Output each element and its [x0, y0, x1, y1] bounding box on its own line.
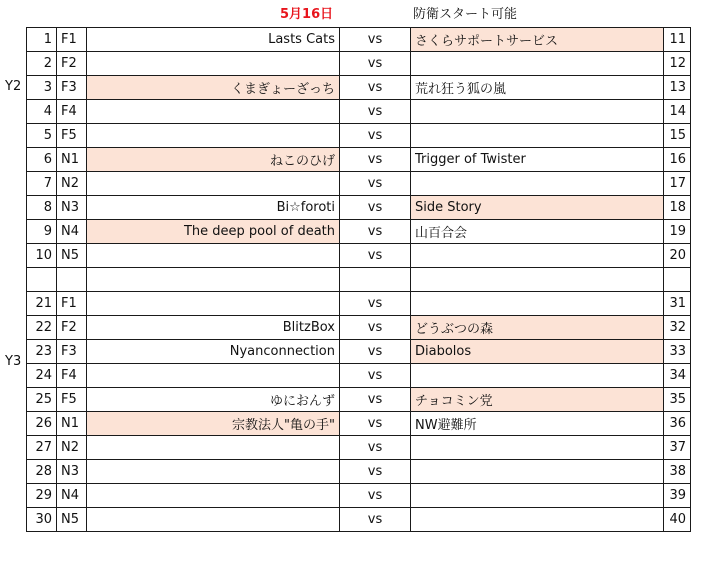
table-row [27, 484, 691, 508]
slot-code[interactable]: N1 [57, 148, 87, 172]
home-team-cell[interactable]: ねこのひげ [87, 148, 340, 172]
match-number[interactable]: 21 [27, 292, 57, 316]
right-number[interactable]: 39 [664, 484, 691, 508]
home-team-cell[interactable]: Nyanconnection [87, 340, 340, 364]
empty-cell[interactable] [87, 268, 340, 292]
match-number[interactable]: 6 [27, 148, 57, 172]
date-heading: 5月16日 [280, 7, 334, 22]
match-schedule-table [26, 27, 691, 532]
match-number[interactable]: 27 [27, 436, 57, 460]
home-team-cell[interactable] [87, 100, 340, 124]
slot-code[interactable]: N5 [57, 244, 87, 268]
vs-label[interactable]: vs [340, 124, 411, 148]
table-row [27, 148, 691, 172]
away-team-cell[interactable]: 荒れ狂う狐の嵐 [411, 76, 664, 100]
home-team-cell[interactable] [87, 436, 340, 460]
defense-start-note: 防衛スタート可能 [413, 7, 518, 22]
away-team-cell[interactable] [411, 460, 664, 484]
table-row [27, 172, 691, 196]
table-row [27, 196, 691, 220]
right-number[interactable]: 31 [664, 292, 691, 316]
vs-label[interactable]: vs [340, 508, 411, 532]
away-team-cell[interactable]: チョコミン党 [411, 388, 664, 412]
slot-code[interactable]: N1 [57, 412, 87, 436]
empty-cell[interactable] [340, 268, 411, 292]
away-team-cell[interactable] [411, 100, 664, 124]
empty-cell[interactable] [27, 268, 57, 292]
home-team-cell[interactable] [87, 364, 340, 388]
home-team-cell[interactable]: Lasts Cats [87, 28, 340, 52]
vs-label[interactable]: vs [340, 436, 411, 460]
table-row [27, 316, 691, 340]
table-row [27, 52, 691, 76]
vs-label[interactable]: vs [340, 148, 411, 172]
table-row [27, 220, 691, 244]
vs-label[interactable]: vs [340, 196, 411, 220]
right-number[interactable]: 33 [664, 340, 691, 364]
away-team-cell[interactable] [411, 364, 664, 388]
table-row [27, 100, 691, 124]
away-team-cell[interactable]: どうぶつの森 [411, 316, 664, 340]
vs-label[interactable]: vs [340, 220, 411, 244]
away-team-cell[interactable] [411, 244, 664, 268]
empty-cell[interactable] [664, 268, 691, 292]
slot-code[interactable]: F2 [57, 316, 87, 340]
home-team-cell[interactable]: ゆにおんず [87, 388, 340, 412]
slot-code[interactable]: N3 [57, 196, 87, 220]
vs-label[interactable]: vs [340, 460, 411, 484]
table-row [27, 28, 691, 52]
table-row [27, 388, 691, 412]
vs-label[interactable]: vs [340, 340, 411, 364]
away-team-cell[interactable] [411, 292, 664, 316]
slot-code[interactable]: F5 [57, 124, 87, 148]
slot-code[interactable]: F1 [57, 28, 87, 52]
away-team-cell[interactable] [411, 508, 664, 532]
home-team-cell[interactable] [87, 484, 340, 508]
home-team-cell[interactable]: The deep pool of death [87, 220, 340, 244]
vs-label[interactable]: vs [340, 316, 411, 340]
table-row [27, 124, 691, 148]
home-team-cell[interactable]: Bi☆foroti [87, 196, 340, 220]
table-row [27, 76, 691, 100]
vs-label[interactable]: vs [340, 412, 411, 436]
away-team-cell[interactable] [411, 52, 664, 76]
slot-code[interactable]: N5 [57, 508, 87, 532]
vs-label[interactable]: vs [340, 244, 411, 268]
slot-code[interactable]: N2 [57, 436, 87, 460]
right-number[interactable]: 34 [664, 364, 691, 388]
right-number[interactable]: 17 [664, 172, 691, 196]
spacer-row [27, 268, 691, 292]
table-row [27, 436, 691, 460]
away-team-cell[interactable] [411, 436, 664, 460]
match-number[interactable]: 24 [27, 364, 57, 388]
right-number[interactable]: 35 [664, 388, 691, 412]
table-row [27, 460, 691, 484]
slot-code[interactable]: F4 [57, 364, 87, 388]
match-number[interactable]: 4 [27, 100, 57, 124]
match-number[interactable]: 3 [27, 76, 57, 100]
match-number[interactable]: 1 [27, 28, 57, 52]
right-number[interactable]: 19 [664, 220, 691, 244]
right-number[interactable]: 40 [664, 508, 691, 532]
right-number[interactable]: 38 [664, 460, 691, 484]
away-team-cell[interactable] [411, 172, 664, 196]
away-team-cell[interactable]: NW避難所 [411, 412, 664, 436]
match-number[interactable]: 30 [27, 508, 57, 532]
home-team-cell[interactable] [87, 52, 340, 76]
vs-label[interactable]: vs [340, 292, 411, 316]
away-team-cell[interactable]: Diabolos [411, 340, 664, 364]
home-team-cell[interactable] [87, 508, 340, 532]
slot-code[interactable]: N4 [57, 484, 87, 508]
match-number[interactable]: 25 [27, 388, 57, 412]
vs-label[interactable]: vs [340, 28, 411, 52]
match-number[interactable]: 22 [27, 316, 57, 340]
table-row [27, 292, 691, 316]
match-number[interactable]: 26 [27, 412, 57, 436]
table-row [27, 412, 691, 436]
match-number[interactable]: 7 [27, 172, 57, 196]
right-number[interactable]: 11 [664, 28, 691, 52]
home-team-cell[interactable] [87, 172, 340, 196]
section-label-y2: Y2 [5, 79, 22, 94]
home-team-cell[interactable] [87, 292, 340, 316]
away-team-cell[interactable] [411, 484, 664, 508]
slot-code[interactable]: N2 [57, 172, 87, 196]
slot-code[interactable]: F2 [57, 52, 87, 76]
slot-code[interactable]: N3 [57, 460, 87, 484]
table-row [27, 364, 691, 388]
empty-cell[interactable] [411, 268, 664, 292]
slot-code[interactable]: F4 [57, 100, 87, 124]
match-number[interactable]: 5 [27, 124, 57, 148]
away-team-cell[interactable]: Side Story [411, 196, 664, 220]
vs-label[interactable]: vs [340, 172, 411, 196]
home-team-cell[interactable] [87, 460, 340, 484]
vs-label[interactable]: vs [340, 364, 411, 388]
vs-label[interactable]: vs [340, 388, 411, 412]
right-number[interactable]: 14 [664, 100, 691, 124]
table-row [27, 508, 691, 532]
right-number[interactable]: 12 [664, 52, 691, 76]
slot-code[interactable]: F3 [57, 76, 87, 100]
vs-label[interactable]: vs [340, 100, 411, 124]
home-team-cell[interactable] [87, 244, 340, 268]
empty-cell[interactable] [57, 268, 87, 292]
home-team-cell[interactable] [87, 124, 340, 148]
match-number[interactable]: 29 [27, 484, 57, 508]
vs-label[interactable]: vs [340, 76, 411, 100]
right-number[interactable]: 16 [664, 148, 691, 172]
slot-code[interactable]: F5 [57, 388, 87, 412]
right-number[interactable]: 36 [664, 412, 691, 436]
right-number[interactable]: 18 [664, 196, 691, 220]
match-number[interactable]: 9 [27, 220, 57, 244]
vs-label[interactable]: vs [340, 484, 411, 508]
vs-label[interactable]: vs [340, 52, 411, 76]
away-team-cell[interactable]: 山百合会 [411, 220, 664, 244]
match-number[interactable]: 23 [27, 340, 57, 364]
home-team-cell[interactable]: くまぎょーざっち [87, 76, 340, 100]
section-label-y3: Y3 [5, 354, 22, 369]
home-team-cell[interactable]: BlitzBox [87, 316, 340, 340]
right-number[interactable]: 37 [664, 436, 691, 460]
away-team-cell[interactable] [411, 124, 664, 148]
match-number[interactable]: 8 [27, 196, 57, 220]
away-team-cell[interactable]: さくらサポートサービス [411, 28, 664, 52]
match-number[interactable]: 2 [27, 52, 57, 76]
home-team-cell[interactable]: 宗教法人"亀の手" [87, 412, 340, 436]
table-row [27, 340, 691, 364]
right-number[interactable]: 15 [664, 124, 691, 148]
table-row [27, 244, 691, 268]
match-number[interactable]: 10 [27, 244, 57, 268]
right-number[interactable]: 32 [664, 316, 691, 340]
right-number[interactable]: 13 [664, 76, 691, 100]
right-number[interactable]: 20 [664, 244, 691, 268]
slot-code[interactable]: F3 [57, 340, 87, 364]
away-team-cell[interactable]: Trigger of Twister [411, 148, 664, 172]
slot-code[interactable]: F1 [57, 292, 87, 316]
match-number[interactable]: 28 [27, 460, 57, 484]
slot-code[interactable]: N4 [57, 220, 87, 244]
